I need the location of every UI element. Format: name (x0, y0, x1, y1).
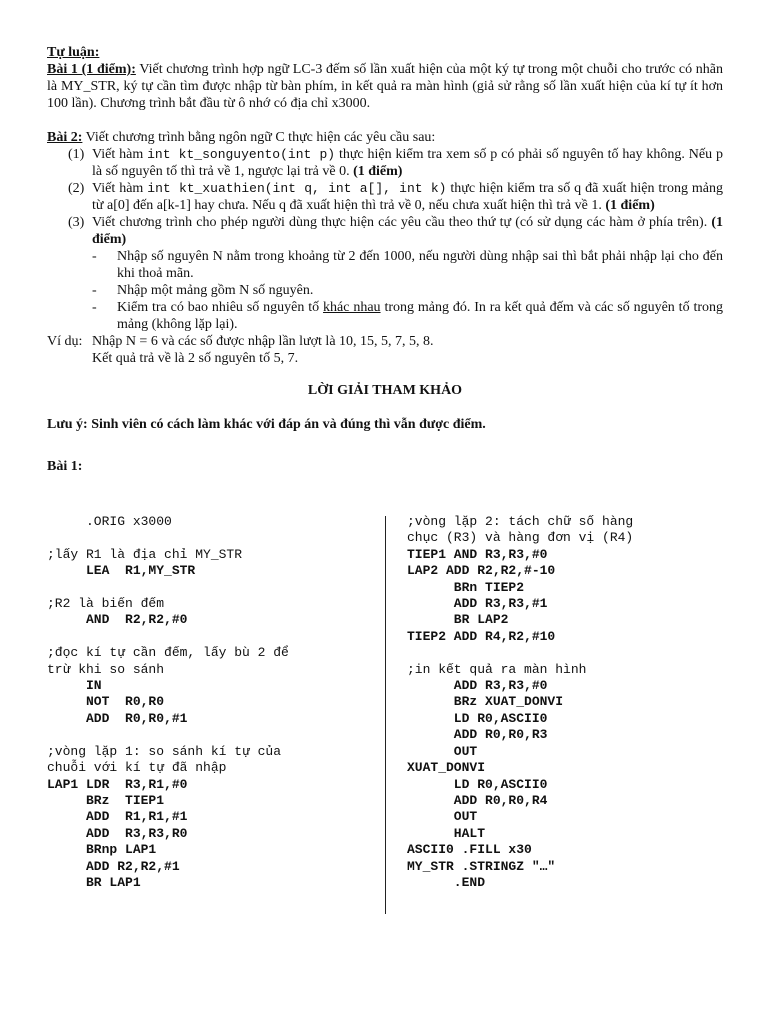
points-label: (1 điểm) (353, 164, 403, 179)
code-line: ADD R3,R3,R0 (47, 825, 188, 841)
code-line: LEA R1,MY_STR (47, 563, 196, 579)
code-column-right (407, 514, 737, 891)
code-line: ;đọc kí tự cần đếm, lấy bù 2 để (47, 645, 289, 661)
bai2-label: Bài 2: (47, 130, 83, 145)
code-line: BRz XUAT_DONVI (407, 694, 564, 710)
solution-title: LỜI GIẢI THAM KHẢO (307, 383, 463, 398)
code-line: chục (R3) và hàng đơn vị (R4) (407, 530, 634, 546)
code-line: BRn TIEP2 (407, 579, 525, 595)
code-line: ;lấy R1 là địa chỉ MY_STR (47, 546, 243, 562)
function-signature: int kt_songuyento(int p) (147, 147, 336, 162)
code-line: IN (47, 678, 102, 694)
code-line: ADD R2,R2,#1 (47, 858, 180, 874)
code-line: BR LAP2 (407, 612, 509, 628)
sub-requirements (47, 248, 723, 333)
document-page (47, 44, 723, 475)
code-line: BRz TIEP1 (47, 792, 165, 808)
code-line: ;R2 là biến đếm (47, 596, 165, 612)
code-line: TIEP1 AND R3,R3,#0 (407, 546, 548, 562)
code-line: LAP2 ADD R2,R2,#-10 (407, 563, 556, 579)
code-line: OUT (407, 743, 478, 759)
code-line: ;in kết quả ra màn hình (407, 661, 587, 677)
code-block-right (407, 514, 737, 891)
sub-item: - Nhập số nguyên N nằm trong khoảng từ 2 đến 1000, nếu người dùng nhập sai thì bắt phải nhập lại cho đến khi thoả mãn. (92, 249, 723, 281)
code-listing (47, 514, 727, 914)
code-line: ASCII0 .FILL x30 (407, 842, 532, 858)
code-block-left (47, 514, 377, 891)
code-line: NOT R0,R0 (47, 694, 165, 710)
points-label: (1 điểm) (605, 198, 655, 213)
code-line: ADD R0,R0,R3 (407, 727, 548, 743)
code-line: LD R0,ASCII0 (407, 776, 548, 792)
code-line: ADD R3,R3,#1 (407, 596, 548, 612)
code-line: trừ khi so sánh (47, 661, 165, 677)
bai2-text: Viết chương trình bằng ngôn ngữ C thực hiện các yêu cầu sau: (82, 130, 436, 145)
code-line: .ORIG x3000 (47, 514, 172, 529)
section-heading: Tự luận: (47, 45, 100, 60)
requirement-item: (1) Viết hàm int kt_songuyento(int p) thực hiện kiểm tra xem số p có phải số nguyên tố hay không. Nếu p là số nguyên tố thì trả về 1, ngược lại trả về 0. (1 điểm) (68, 147, 723, 179)
code-line: LAP1 LDR R3,R1,#0 (47, 776, 188, 792)
code-line: OUT (407, 809, 478, 825)
code-line: BRnp LAP1 (47, 842, 157, 858)
code-line: ADD R1,R1,#1 (47, 809, 188, 825)
code-column-left (47, 514, 377, 891)
code-line: ADD R0,R0,#1 (47, 710, 188, 726)
points-label: (1 điểm) (92, 215, 723, 247)
code-line: LD R0,ASCII0 (407, 710, 548, 726)
bai1-solution-label: Bài 1: (47, 459, 83, 474)
code-line: ADD R3,R3,#0 (407, 678, 548, 694)
code-line: ADD R0,R0,R4 (407, 792, 548, 808)
code-line: AND R2,R2,#0 (47, 612, 188, 628)
function-signature: int kt_xuathien(int q, int a[], int k) (147, 181, 447, 196)
sub-item: - Kiểm tra có bao nhiêu số nguyên tố khác nhau trong mảng đó. In ra kết quả đếm và các số nguyên tố trong mảng (không lặp lại). (92, 300, 723, 332)
bai2-requirements (47, 146, 723, 248)
example-line: Nhập N = 6 và các số được nhập lần lượt là 10, 15, 5, 7, 5, 8. (92, 334, 434, 349)
code-line: BR LAP1 (47, 874, 141, 890)
requirement-item: (3) Viết chương trình cho phép người dùng thực hiện các yêu cầu theo thứ tự (có sử dụng các hàm ở phía trên). (1 điểm) (68, 215, 723, 247)
bai2-paragraph (47, 129, 723, 146)
requirement-item: (2) Viết hàm int kt_xuathien(int q, int a[], int k) thực hiện kiểm tra số q đã xuất hiện trong mảng từ a[0] đến a[k-1] hay chưa. Nếu q đã xuất hiện thì trả về 0, nếu chưa xuất hiện thì trả về 1. (1 điểm) (68, 181, 724, 213)
example-result: Kết quả trả về là 2 số nguyên tố 5, 7. (92, 351, 299, 366)
bai1-label: Bài 1 (1 điểm): (47, 62, 136, 77)
code-line: ;vòng lặp 2: tách chữ số hàng (407, 514, 634, 529)
column-divider (385, 516, 386, 914)
code-line: XUAT_DONVI (407, 760, 486, 776)
code-line: TIEP2 ADD R4,R2,#10 (407, 628, 556, 644)
code-line: MY_STR .STRINGZ "…" (407, 858, 556, 874)
example-block (47, 333, 723, 367)
sub-item: - Nhập một mảng gồm N số nguyên. (92, 283, 314, 298)
code-line: HALT (407, 825, 486, 841)
bai1-text: Viết chương trình hợp ngữ LC-3 đếm số lần xuất hiện của một ký tự trong một chuỗi cho trước có nhãn là MY_STR, ký tự cần tìm được nhập từ bàn phím, in kết quả ra màn hình (giả sử rằng số lần xuất hiện của kí tự ít hơn 100 lần). Chương trình bắt đầu từ ô nhớ có địa chỉ x3000. (47, 62, 723, 111)
code-line: chuỗi với kí tự đã nhập (47, 760, 227, 776)
code-line: .END (407, 874, 486, 890)
example-label: Ví dụ: (47, 334, 83, 349)
bai1-paragraph (47, 61, 723, 112)
note: Lưu ý: Sinh viên có cách làm khác với đáp án và đúng thì vẫn được điểm. (47, 417, 486, 432)
code-line: ;vòng lặp 1: so sánh kí tự của (47, 743, 282, 759)
